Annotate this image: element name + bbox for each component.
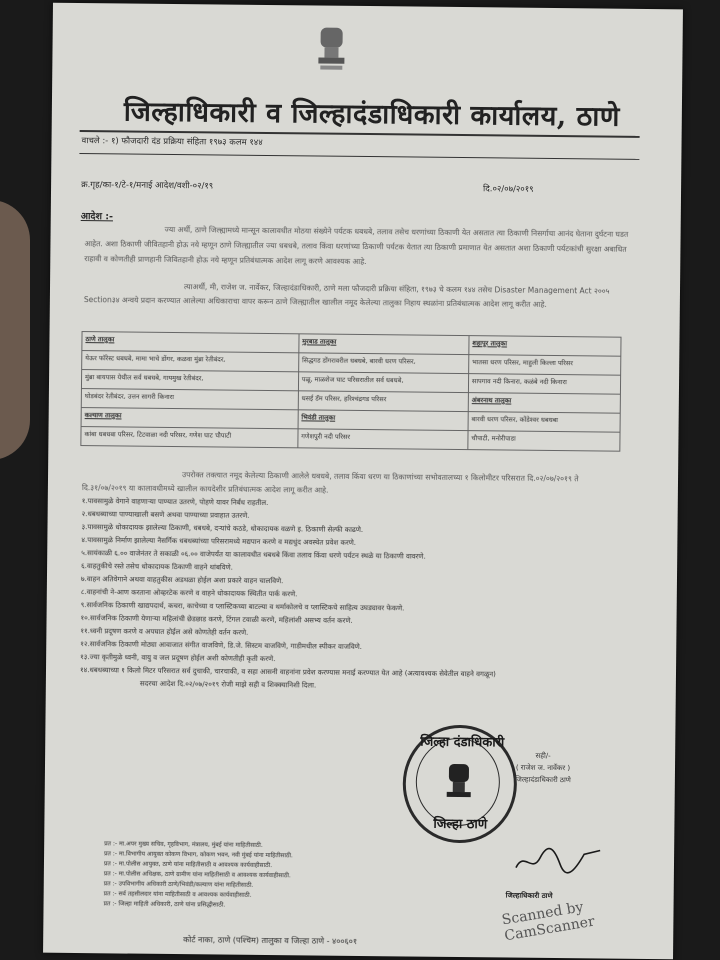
list-item: ८.वाहनांची ने-आण करताना ओव्हरटेक करणे व वाहने धोकादायक स्थितीत पार्क करणे. xyxy=(80,588,298,599)
list-item: १२.सार्वजनिक ठिकाणी मोठ्या आवाजात संगीत वाजविणे, डि.जे. सिस्टम वाजविणे, गाडीमधील स्पीकर वाजविणे. xyxy=(80,640,362,651)
list-item: ९.सार्वजनिक ठिकाणी खाद्यपदार्थ, कचरा, काचेच्या व प्लास्टिकच्या बाटल्या व थर्माकोलचे व प्लास्टिकचे साहित्य उघड्यावर फेकणे. xyxy=(80,601,405,613)
taluka-table xyxy=(80,331,621,452)
table-cell: घोडबंदर रेतीबंदर, उत्तन सागरी किनारा xyxy=(81,389,298,410)
list-item: प्रत :- मा.विभागीय आयुक्त कोकण विभाग, कोकण भवन, नवी मुंबई यांना माहितीसाठी. xyxy=(104,850,293,860)
office-title: जिल्हाधिकारी व जिल्हादंडाधिकारी कार्यालय, ठाणे xyxy=(123,96,621,133)
camscanner-watermark: Scanned by CamScanner xyxy=(500,899,596,945)
authority-paragraph: त्याअर्थी, मी, राजेश ज. नार्वेकर, जिल्हादंडाधिकारी, ठाणे मला फौजदारी प्रक्रिया संहिता, १९७३ चे कलम १४४ तसेच Disaster Management Act २००५ Section३४ अन्वये प्रदान करण्यात आलेल्या अधिकाराचा वापर करून ठाणे जिल्ह्यातील खालील नमूद केलेल्या तालुका निहाय स्थळांना प्रतिबंधात्मक आदेश लागू करीत आहे. xyxy=(83,282,610,309)
table-cell: सिद्धगड डोंगरावरील धबधबे, बारवी धरण परिसर, xyxy=(298,353,468,374)
official-seal xyxy=(402,724,517,843)
national-emblem-icon xyxy=(314,23,349,75)
list-item: प्रत :- सर्व तहसीलदार यांना माहितीसाठी व आवश्यक कार्यवाहीसाठी. xyxy=(103,890,252,899)
table-cell: पळू, माळशेज घाट परिसरातील सर्व धबधबे, xyxy=(298,372,468,393)
order-date: दि.०२/०७/२०१९ xyxy=(483,184,534,195)
table-header: ठाणे तालुका xyxy=(82,332,299,353)
table-cell: मुंब्रा बायपास येथील सर्व धबधबे, गायमुख रेतीबंदर, xyxy=(81,370,298,391)
table-cell: सापगाव नदी किनारा, कळंबे नदी किनारा xyxy=(468,374,620,395)
restriction-list xyxy=(80,495,632,696)
table-header: मुरबाड तालुका xyxy=(299,334,469,355)
list-item: प्रत :- मा.पोलीस अधिक्षक, ठाणे ग्रामीण यांना माहितीसाठी व आवश्यक कार्यवाहीसाठी. xyxy=(103,870,291,880)
table-cell: येऊर फॉरेस्ट धबधबे, मामा भाचे डोंगर, कळवा मुंब्रा रेतीबंदर, xyxy=(82,351,299,372)
list-item: ७.वाहन अतिवेगाने अथवा वाहतुकीस अडथळा होईल अशा प्रकारे वाहन चालविणे. xyxy=(80,575,284,586)
signatory-designation: जिल्हादंडाधिकारी ठाणे xyxy=(514,775,571,785)
given-line: सदरचा आदेश दि.०२/०७/२०१९ रोजी माझे सही व शिक्क्यानिशी दिला. xyxy=(139,679,317,690)
office-stamp: जिल्हाधिकारी ठाणे xyxy=(505,891,553,901)
restriction-intro: उपरोक्त तक्त्यात नमूद केलेल्या ठिकाणी आलेले धबधबे, तलाव किंवा धरण या ठिकाणांच्या सभोवतालच्या १ किलोमीटर परिसरात दि.०२/०७/२०१९ ते दि.३१/०७/२०१९ या कालावधीमध्ये खालील कायदेशीर प्रतिबंधात्मक आदेश लागू करीत आहे. xyxy=(81,470,579,495)
table-cell: भिवंडी तालुका xyxy=(298,410,468,431)
ref-divider xyxy=(79,153,639,160)
list-item: ३.पावसामुळे धोकादायक झालेल्या ठिकाणी, धबधबे, दऱ्यांचे कठडे, धोकादायक वळणे इ. ठिकाणी सेल्फी काढणे. xyxy=(81,523,364,535)
emblem-icon xyxy=(444,762,474,804)
table-cell: चौपाटी, मनोरीपाडा xyxy=(468,431,620,452)
list-item: १३.ज्या कृतीमुळे ध्वनी, वायु व जल प्रदूषण होईल अशी कोणतीही कृती करणे. xyxy=(80,653,276,664)
seal-top-text: जिल्हा दंडाधिकारी xyxy=(420,734,505,751)
handwritten-signature xyxy=(514,846,604,877)
table-cell: कांबा धबधबा परिसर, टिटवाळा नदी परिसर, गणेश घाट चौपाटी xyxy=(81,427,298,448)
seal-bottom-text: जिल्हा ठाणे xyxy=(433,816,488,833)
document-page xyxy=(43,3,683,960)
reference-line: वाचले :- १) फौजदारी दंड प्रक्रिया संहिता १९७३ कलम १४४ xyxy=(81,136,263,148)
list-item: प्रत :- उपविभागीय अधिकारी ठाणे/भिवंडी/कल्याण यांना माहितीसाठी. xyxy=(103,880,254,889)
list-item: ११.ध्वनी प्रदूषण करणे व अपघात होईल असे कोणतेही वर्तन करणे. xyxy=(80,627,249,637)
table-cell: बारवी धरण परिसर, कोंडेश्वर धबधबा xyxy=(468,412,620,433)
table-cell: अंबरनाथ तालुका xyxy=(468,393,620,414)
table-cell: गणेशपुरी नदी परिसर xyxy=(298,429,468,450)
list-item: १४.धबधब्याच्या १ किलो मिटर परिसरात सर्व दुचाकी, चारचाकी, व सहा आसनी वाहनांना प्रवेश करण्यास मनाई करण्यात येत आहे (अत्यावश्यक सेवेतील वाहने वगळून) xyxy=(79,666,496,679)
list-item: प्रत :- मा.अपर मुख्य सचिव, गृहविभाग, मंत्रालय, मुंबई यांना माहितीसाठी. xyxy=(104,840,263,849)
sd-mark: सही/- xyxy=(535,751,551,760)
thumb xyxy=(0,200,30,460)
intro-paragraph: ज्या अर्थी, ठाणे जिल्ह्यामध्ये मान्सून कालावधीत मोठया संख्येने पर्यटक धबधबे, तलाव तसेच धरणांच्या ठिकाणी येत असतात त्या ठिकाणी निसर्गाचा आनंद घेताना दुर्घटना घडत आहेत. अशा ठिकाणी जीवितहानी होऊ नये म्हणून ठाणे जिल्ह्यातील ज्या धबधबे, तलाव किंवा धरणांच्या ठिकाणी पर्यटक येतात त्या ठिकाणी प्रमाणात येत असतात अशा ठिकाणी पर्यटकांची सुरक्षा अबाधित राहावी व कोणतीही प्राणहानी जिवितहानी होऊ नये म्हणून प्रतिबंधात्मक आदेश लागू करणे आवश्यक आहे. xyxy=(84,224,629,267)
signatory-block xyxy=(515,750,571,787)
table-header: शहापूर तालुका xyxy=(469,336,621,357)
list-item: २.धबधब्याच्या पाण्याखाली बसणे अथवा पाण्याच्या प्रवाहात उतरणे. xyxy=(81,510,250,520)
order-heading: आदेश :- xyxy=(80,211,114,223)
copy-to-list xyxy=(104,839,525,913)
footer-address: कोर्ट नाका, ठाणे (पश्चिम) तालुका व जिल्हा ठाणे - ४००६०१ xyxy=(183,935,358,946)
table-cell: धसई डॅम परिसर, हरिश्चंद्रगड परिसर xyxy=(298,391,468,412)
table-cell: कल्याण तालुका xyxy=(81,408,298,429)
list-item: ५.सायंकाळी ६.०० वाजेनंतर ते सकाळी ०६.०० वाजेपर्यंत या कालावधीत धबधबे किंवा तलाव किंवा धरणे पर्यटन स्थळे या ठिकाणी वावरणे. xyxy=(81,549,426,561)
list-item: १.पावसामुळे वेगाने वाहणाऱ्या पाण्यात उतरणे, पोहणे यावर निर्बंध राहतील. xyxy=(81,497,269,508)
list-item: ६.वाहतुकीचे रस्ते तसेच धोकादायक ठिकाणी वाहने थांबविणे. xyxy=(81,562,233,572)
list-item: १०.सार्वजनिक ठिकाणी येणाऱ्या महिलांची छेडछाड करणे, टिंगल टवाळी करणे, महिलांशी असभ्य वर्तन करणे. xyxy=(80,614,353,625)
list-item: प्रत :- जिल्हा माहिती अधिकारी, ठाणे यांना प्रसिद्धीसाठी. xyxy=(103,900,226,909)
signatory-name: ( राजेश ज. नार्वेकर ) xyxy=(515,763,571,773)
list-item: ४.पावसामुळे निर्माण झालेल्या नैसर्गिक धबधब्यांच्या परिसरामध्ये मद्यपान करणे व मद्यधुंद अवस्थेत प्रवेश करणे. xyxy=(81,536,357,547)
list-item: प्रत :- मा.पोलीस आयुक्त, ठाणे यांना माहितीसाठी व आवश्यक कार्यवाहीसाठी. xyxy=(103,860,273,870)
outward-number: क्र.गृह/का-१/टे-१/मनाई आदेश/वशी-०२/१९ xyxy=(81,180,214,192)
table-cell: भातसा धरण परिसर, माहुली किल्ला परिसर xyxy=(469,355,621,376)
